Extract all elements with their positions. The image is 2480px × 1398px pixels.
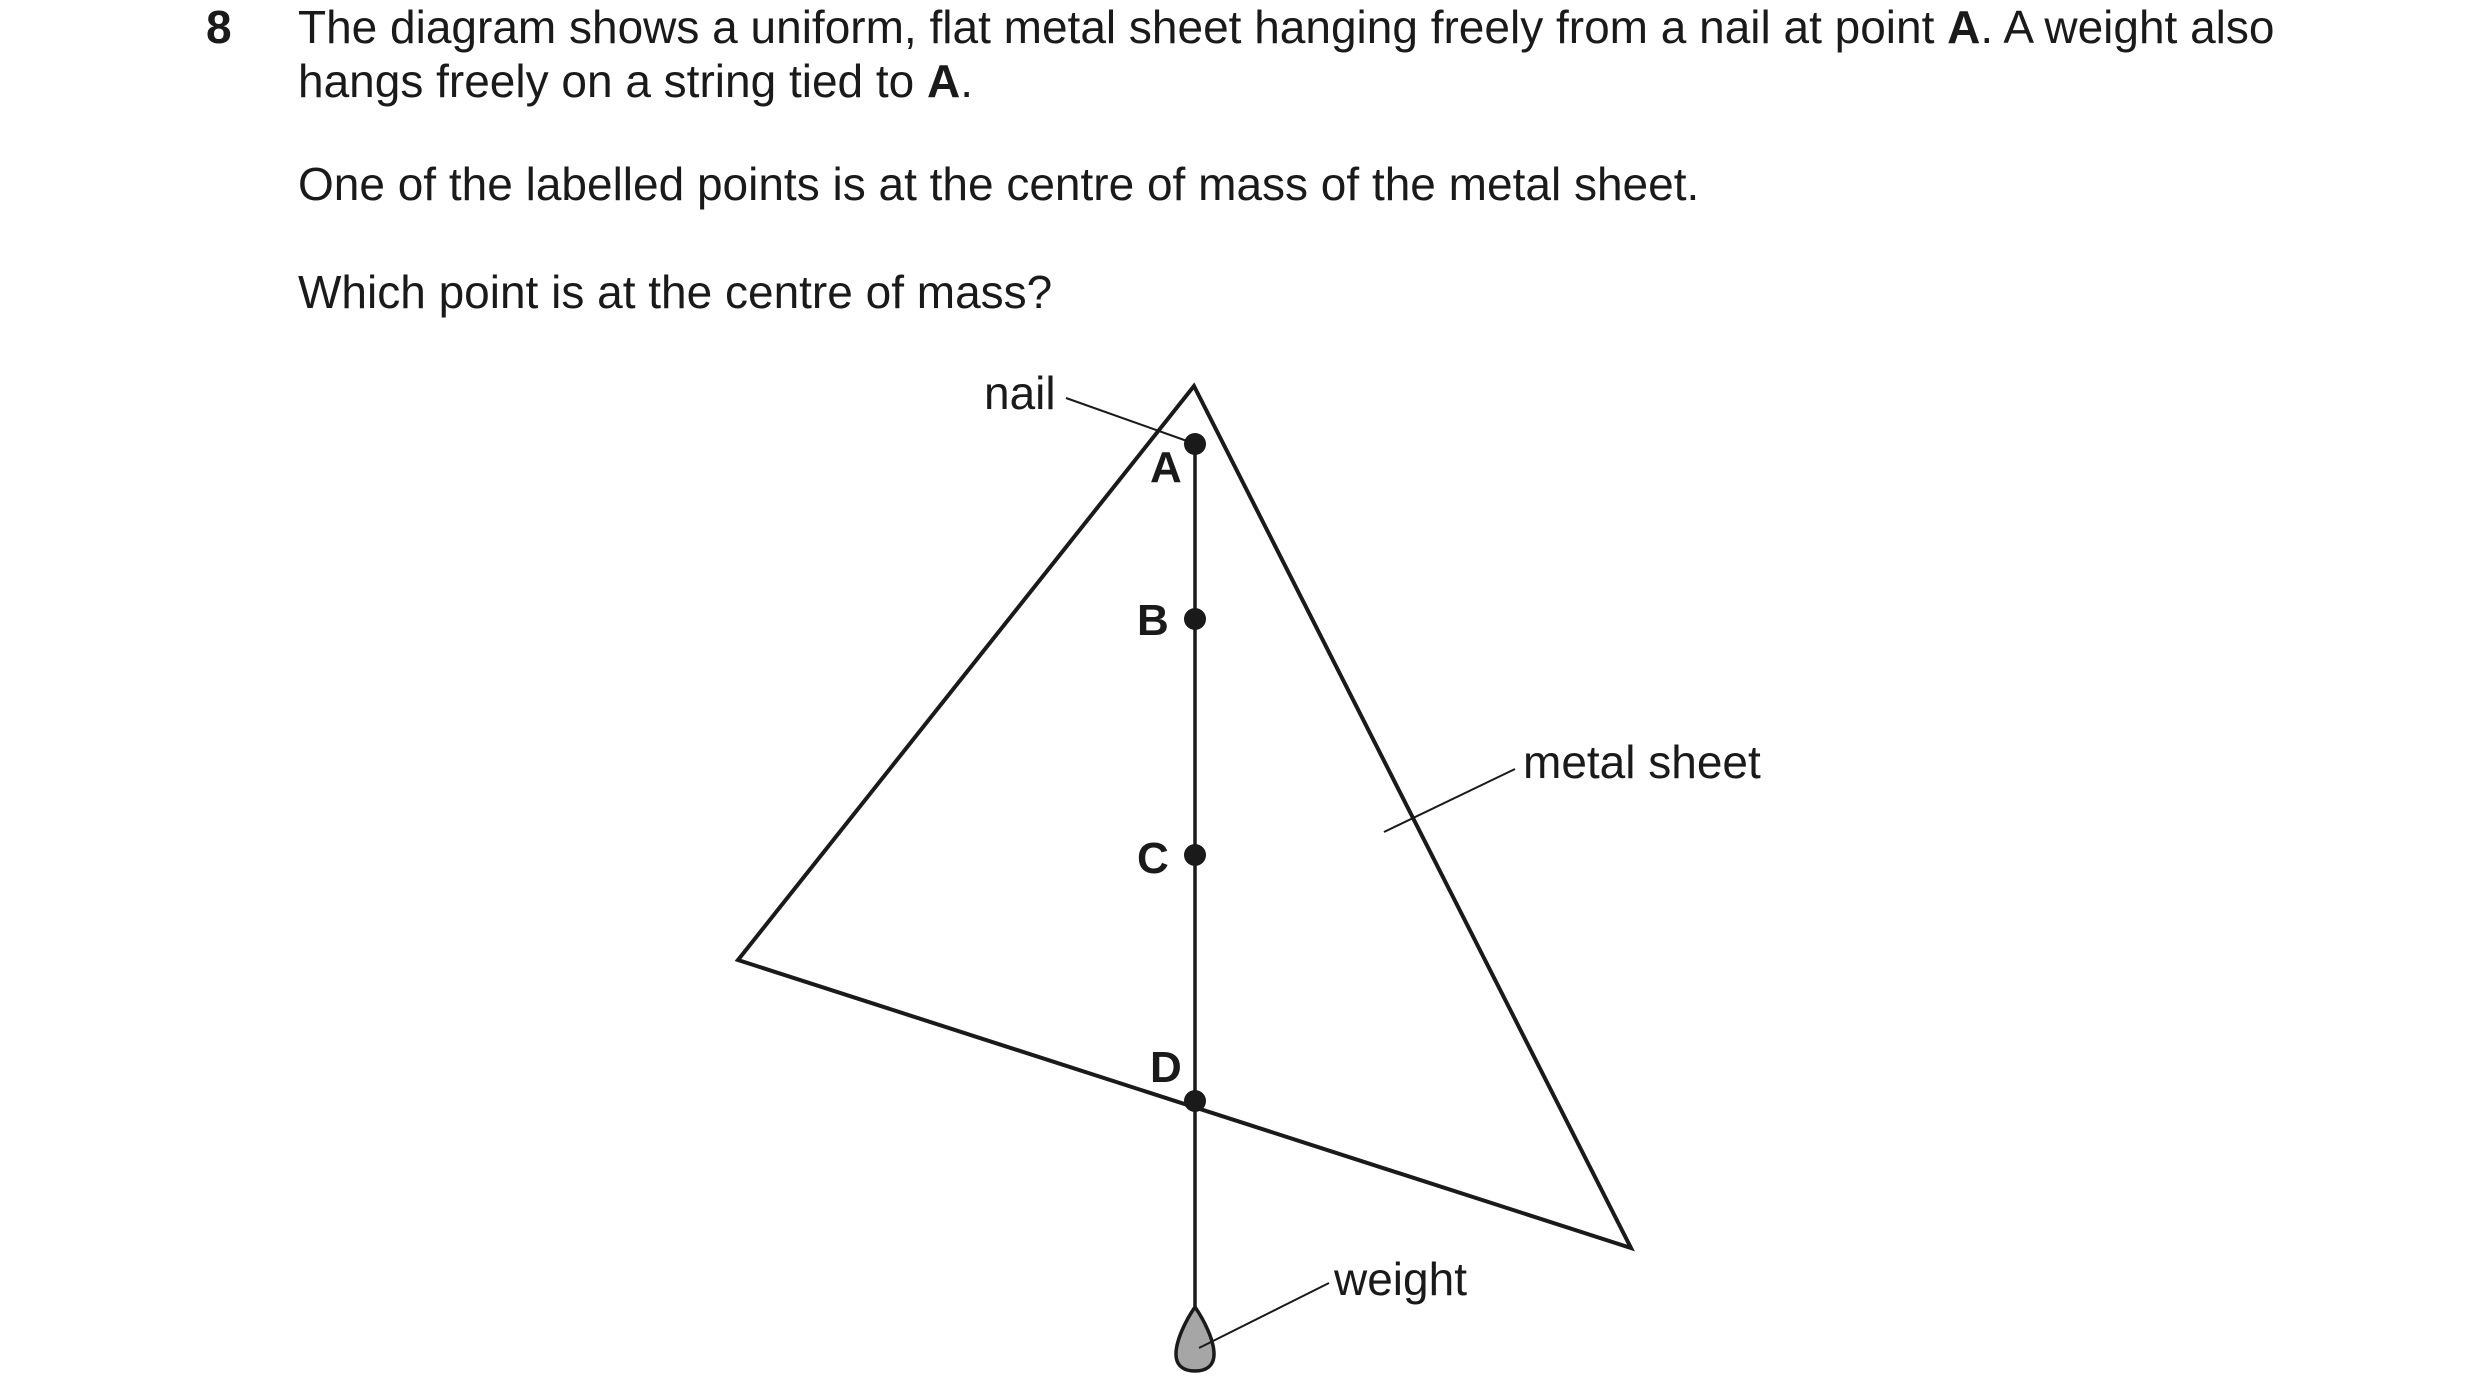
metal-sheet-triangle [738,386,1631,1248]
point-c-dot [1184,844,1206,866]
point-a-reference-2: A [927,55,961,107]
metal-sheet-label: metal sheet [1523,736,1761,788]
point-c-label: C [1137,834,1169,883]
weight-shape [1176,1307,1214,1371]
question-number: 8 [206,1,232,53]
question-line-1-start: The diagram shows a uniform, flat metal sheet hanging freely from a nail at point [298,1,1948,53]
point-b-dot [1184,608,1206,630]
point-a-label: A [1150,443,1182,492]
point-d-dot [1184,1090,1206,1112]
question-line-2-start: hangs freely on a string tied to [298,55,928,107]
point-d-label: D [1150,1043,1182,1092]
question-line-1-end: . A weight also [1980,1,2275,53]
point-a-dot [1184,433,1206,455]
question-line-2-end: . [960,55,974,107]
point-b-label: B [1137,596,1169,645]
point-a-reference: A [1947,1,1981,53]
centre-of-mass-statement: One of the labelled points is at the centre of mass of the metal sheet. [298,158,1700,210]
question-prompt: Which point is at the centre of mass? [298,266,1053,318]
nail-label: nail [984,367,1056,419]
weight-label: weight [1334,1253,1467,1305]
weight-leader-line [1199,1283,1329,1348]
